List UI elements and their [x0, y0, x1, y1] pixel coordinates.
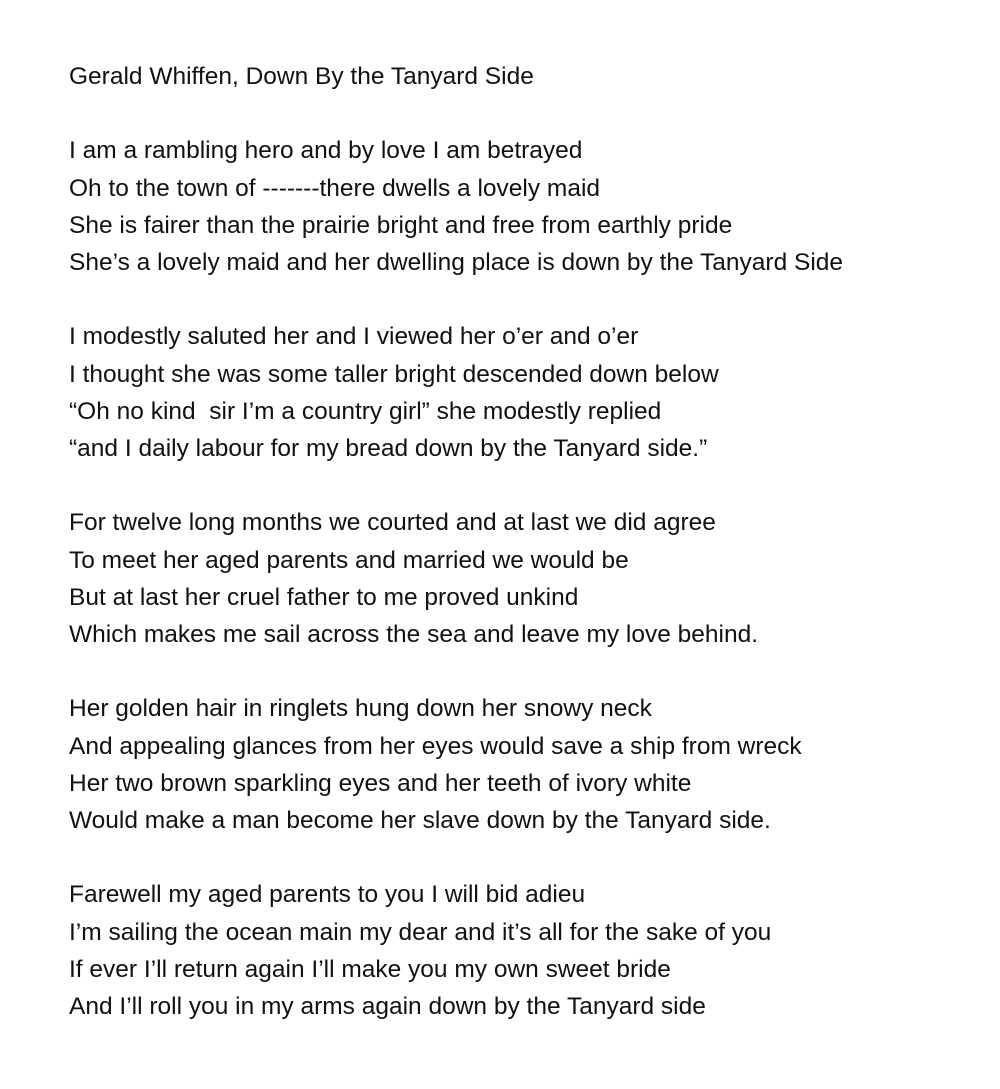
lyric-line: Her golden hair in ringlets hung down her snowy neck [69, 695, 652, 723]
lyric-line: “Oh no kind sir I’m a country girl” she modestly replied [69, 397, 662, 425]
lyric-line: I modestly saluted her and I viewed her o’er and o’er [69, 323, 639, 351]
lyric-line: To meet her aged parents and married we would be [69, 546, 629, 574]
stanza-1 [69, 132, 989, 281]
stanza-4 [69, 690, 989, 839]
lyric-line: I am a rambling hero and by love I am betrayed [69, 137, 583, 165]
lyric-line: Oh to the town of -------there dwells a lovely maid [69, 174, 601, 202]
lyric-line: Farewell my aged parents to you I will bid adieu [69, 881, 586, 909]
song-lyrics [69, 58, 989, 1025]
stanza-3 [69, 504, 989, 653]
lyric-line: Which makes me sail across the sea and leave my love behind. [69, 621, 759, 648]
song-title: Gerald Whiffen, Down By the Tanyard Side [69, 63, 534, 90]
stanza-5 [69, 876, 989, 1025]
lyric-line: For twelve long months we courted and at last we did agree [69, 509, 716, 537]
lyric-line: Would make a man become her slave down by the Tanyard side. [69, 807, 771, 834]
lyric-line: I’m sailing the ocean main my dear and it’s all for the sake of you [69, 918, 772, 946]
lyric-line: And I’ll roll you in my arms again down by the Tanyard side [69, 993, 706, 1020]
lyric-line: But at last her cruel father to me proved unkind [69, 583, 579, 611]
lyric-line: If ever I’ll return again I’ll make you my own sweet bride [69, 955, 671, 983]
lyric-line: She is fairer than the prairie bright and free from earthly pride [69, 211, 733, 239]
lyric-line: I thought she was some taller bright descended down below [69, 360, 719, 388]
lyric-line: And appealing glances from her eyes would save a ship from wreck [69, 732, 802, 760]
stanza-2 [69, 318, 989, 467]
lyric-line: “and I daily labour for my bread down by the Tanyard side.” [69, 435, 708, 462]
lyric-line: She’s a lovely maid and her dwelling place is down by the Tanyard Side [69, 249, 844, 276]
lyric-line: Her two brown sparkling eyes and her teeth of ivory white [69, 769, 692, 797]
